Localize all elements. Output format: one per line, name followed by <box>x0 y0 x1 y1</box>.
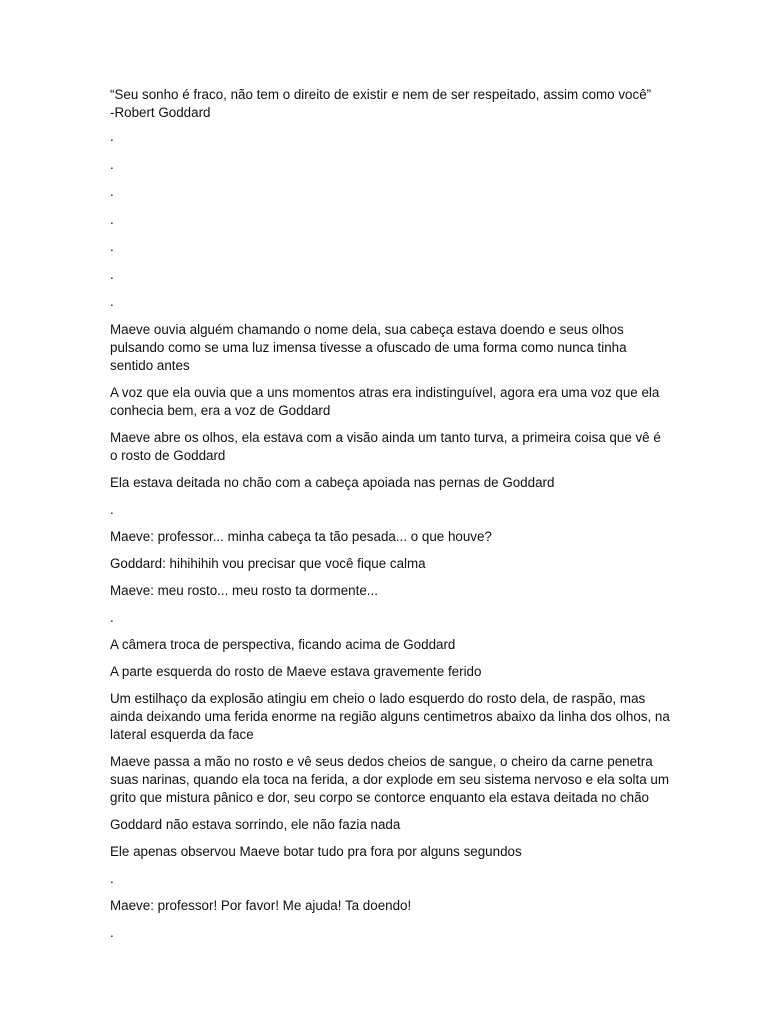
paragraph: Maeve abre os olhos, ela estava com a visão ainda um tanto turva, a primeira coisa que vê é o rosto de Goddard <box>110 429 661 463</box>
dialogue-line: Maeve: professor... minha cabeça ta tão pesada... o que houve? <box>110 528 492 544</box>
separator-dot: . <box>110 609 114 625</box>
document-page <box>110 86 670 951</box>
paragraph: A câmera troca de perspectiva, ficando acima de Goddard <box>110 636 456 652</box>
paragraph: A voz que ela ouvia que a uns momentos atras era indistinguível, agora era uma voz que ela conhecia bem, era a voz de Goddard <box>110 384 660 418</box>
separator-dot: . <box>110 870 114 886</box>
scene-break-dot: . <box>110 156 114 172</box>
scene-break-dot: . <box>110 239 114 254</box>
scene-break-dot: . <box>110 266 114 282</box>
paragraph: Maeve passa a mão no rosto e vê seus dedos cheios de sangue, o cheiro da carne penetra suas narinas, quando ela toca na ferida, a dor explode em seu sistema nervoso e ela solta um grito que mistura pânico e dor, seu corpo se contorce enquanto ela estava deitada no chão <box>110 753 670 805</box>
scene-break-dot: . <box>110 184 114 199</box>
dialogue-line: Maeve: professor! Por favor! Me ajuda! Ta doendo! <box>110 897 412 913</box>
paragraph: A parte esquerda do rosto de Maeve estava gravemente ferido <box>110 663 482 679</box>
scene-break-dot: . <box>110 294 114 309</box>
separator-dot: . <box>110 924 114 940</box>
epigraph <box>110 86 670 122</box>
paragraph: Ele apenas observou Maeve botar tudo pra fora por alguns segundos <box>110 843 522 859</box>
scene-break-dots <box>110 128 670 311</box>
paragraph: Maeve ouvia alguém chamando o nome dela, sua cabeça estava doendo e seus olhos pulsando como se uma luz imensa tivesse a ofuscado de uma forma como nunca tinha sentido antes <box>110 321 627 373</box>
scene-break-dot: . <box>110 211 114 227</box>
dialogue-line: Maeve: meu rosto... meu rosto ta dormente... <box>110 582 378 598</box>
paragraph: Ela estava deitada no chão com a cabeça apoiada nas pernas de Goddard <box>110 474 555 490</box>
epigraph-author: -Robert Goddard <box>110 105 211 120</box>
paragraph: Um estilhaço da explosão atingiu em cheio o lado esquerdo do rosto dela, de raspão, mas ainda deixando uma ferida enorme na região alguns centimetros abaixo da linha dos olhos, na lateral esquerda da face <box>110 690 670 742</box>
dialogue-line: Goddard: hihihihih vou precisar que você fique calma <box>110 555 426 571</box>
epigraph-quote: “Seu sonho é fraco, não tem o direito de existir e nem de ser respeitado, assim como você” <box>110 87 652 102</box>
paragraph: Goddard não estava sorrindo, ele não fazia nada <box>110 816 401 832</box>
story-body <box>110 321 670 942</box>
scene-break-dot: . <box>110 129 114 144</box>
separator-dot: . <box>110 501 114 517</box>
